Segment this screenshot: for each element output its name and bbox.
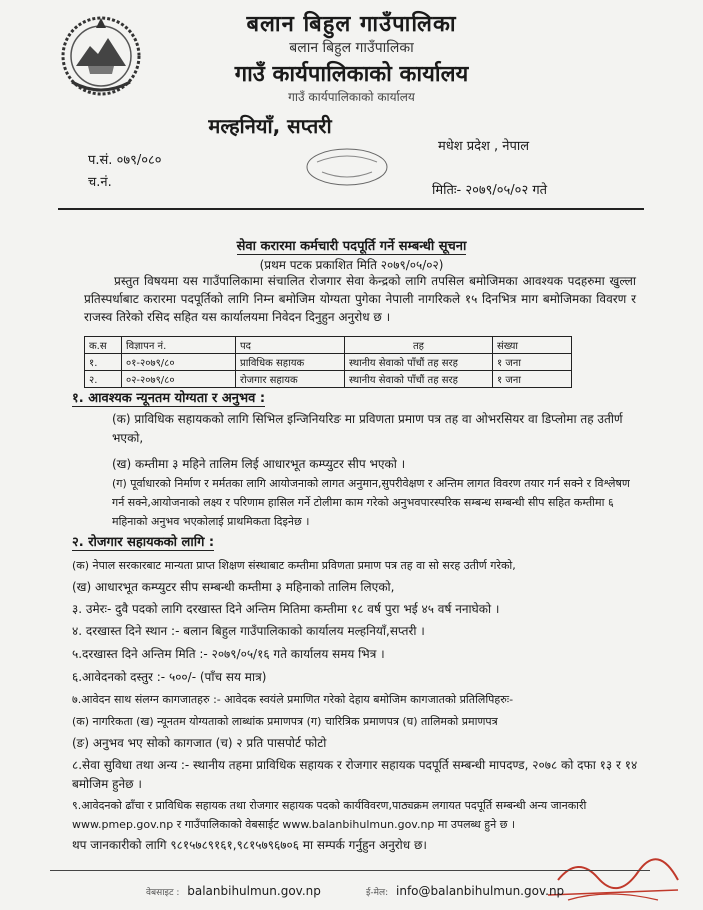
table-cell: १ जना (493, 371, 572, 388)
table-header-cell: पद (236, 337, 345, 354)
notice-subtitle: (प्रथम पटक प्रकाशित मिति २०७९/०५/०२) (259, 258, 444, 272)
office-name-secondary: गाउँ कार्यपालिकाको कार्यालय (288, 90, 415, 104)
list-item: (क) प्राविधिक सहायकको लागि सिभिल इन्जिनियरिङ मा प्रविणता प्रमाण पत्र तह वा ओभरसियर वा डिप्लोमा तह उतीर्ण भएको, (112, 412, 623, 445)
list-item: (क) नागरिकता (ख) न्यूनतम योग्यताको लाब्धांक प्रमाणपत्र (ग) चारित्रिक प्रमाणपत्र (घ) तालिमको प्रमाणपत्र (72, 715, 498, 728)
table-cell: रोजगार सहायक (236, 371, 345, 388)
list-item: ८.सेवा सुविधा तथा अन्य :- स्थानीय तहमा प्राविधिक सहायक र रोजगार सहायक पदपूर्ति सम्बन्धी मापदण्ड, २०७८ को दफा १३ र १४ बमोजिम हुनेछ । (72, 758, 638, 791)
table-header-cell: क.स (85, 337, 122, 354)
table-cell: २. (85, 371, 122, 388)
email-label: ई-मेल: (366, 888, 389, 898)
table-cell: ०२-२०७९/८० (122, 371, 236, 388)
list-item: थप जानकारीको लागि ९८१५७८९१६१,९८१५७९६७०६ मा सम्पर्क गर्नुहुन अनुरोध छ। (72, 838, 427, 852)
list-item: ४. दरखास्त दिने स्थान :- बलान बिहुल गाउँपालिकाको कार्यालय मल्हनियाँ,सप्तरी । (72, 624, 425, 638)
list-item: ३. उमेरः- दुवै पदको लागि दरखास्त दिने अन्तिम मितिमा कम्तीमा १८ वर्ष पुरा भई ४५ वर्ष ननाघेको । (72, 602, 500, 616)
list-item: ७.आवेदन साथ संलग्न कागजातहरु :- आवेदक स्वयंले प्रमाणित गरेको देहाय बमोजिम कागजातको प्रतिलिपिहरुः- (72, 693, 514, 706)
table-row (85, 354, 572, 371)
website-link[interactable]: balanbihulmun.gov.np (187, 884, 321, 898)
section-heading-employment-assistant: २. रोजगार सहायकको लागि : (72, 535, 215, 550)
table-cell: प्राविधिक सहायक (236, 354, 345, 371)
table-cell: ०१-२०७९/८० (122, 354, 236, 371)
website-label: वेबसाइट : (146, 888, 180, 898)
municipality-name-secondary: बलान बिहुल गाउँपालिका (289, 40, 414, 56)
table-header-row (85, 337, 572, 354)
table-cell: स्थानीय सेवाको पाँचौं तह सरह (345, 371, 493, 388)
email-link[interactable]: info@balanbihulmun.gov.np (396, 884, 565, 898)
municipality-name: बलान बिहुल गाउँपालिका (246, 12, 457, 37)
footer-website (146, 884, 321, 898)
province-label: मधेश प्रदेश , नेपाल (438, 139, 530, 154)
footer-divider (50, 870, 650, 871)
list-item: (ग) पूर्वाधारको निर्माण र मर्मतका लागि आयोजनाको लागत अनुमान,सुपरीवेक्षण र अन्तिम लागत विवरण तयार गर्न सक्ने र विश्लेषण गर्न सक्ने,आयोजनाको लक्ष्य र परिणाम हासिल गर्ने टोलीमा काम गरेको अनुभवपारस्परिक सम्बन्ध सम्बन्धी सीप सहित कम्तीमा ६ महिनाको अनुभव भएकोलाई प्राथमिकता दिइनेछ । (112, 477, 630, 528)
header-divider (58, 208, 644, 210)
office-name: गाउँ कार्यपालिकाको कार्यालय (234, 62, 469, 87)
list-item: ६.आवेदनको दस्तुर :- ५००/- (पाँच सय मात्र) (72, 670, 267, 684)
footer-email (366, 884, 564, 898)
list-item: (ख) कम्तीमा ३ महिने तालिम लिई आधारभूत कम्प्युटर सीप भएको । (112, 457, 406, 471)
table-cell: १. (85, 354, 122, 371)
office-location: मल्हनियाँ, सप्तरी (208, 114, 332, 138)
notice-date: मितिः- २०७९/०५/०२ गते (432, 183, 548, 198)
table-header-cell: संख्या (493, 337, 572, 354)
list-item: (ङ) अनुभव भए सोको कागजात (च) २ प्रति पासपोर्ट फोटो (72, 736, 327, 750)
office-stamp-icon (292, 142, 402, 192)
list-item: ५.दरखास्त दिने अन्तिम मिति :- २०७९/०५/१६ गते कार्यालय समय भित्र । (72, 647, 385, 661)
notice-title: सेवा करारमा कर्मचारी पदपूर्ति गर्ने सम्बन्धी सूचना (236, 239, 467, 254)
list-item: (क) नेपाल सरकारबाट मान्यता प्राप्त शिक्षण संस्थाबाट कम्तीमा प्रविणता प्रमाण पत्र तह वा सो सरह उतीर्ण गरेको, (72, 559, 516, 572)
table-header-cell: विज्ञापन नं. (122, 337, 236, 354)
section-heading-qualifications: १. आवश्यक न्यूनतम योग्यता र अनुभव : (72, 391, 266, 406)
notice-intro: प्रस्तुत विषयमा यस गाउँपालिकामा संचालित रोजगार सेवा केन्द्रको लागि तपसिल बमोजिमका आवश्यक पदहरुमा खुल्ला प्रतिस्पर्धाबाट करारमा पदपूर्तिको लागि निम्न बमोजिम योग्यता पुगेका नेपाली नागरिकले १५ दिनभित्र माग बमोजिमका विवरण र राजस्व तिरेको रसिद सहित यस कार्यालयमा निवेदन दिनुहुन अनुरोध छ । (84, 274, 636, 324)
table-cell: स्थानीय सेवाको पाँचौं तह सरह (345, 354, 493, 371)
dispatch-number: च.नं. (88, 175, 112, 190)
table-row (85, 371, 572, 388)
table-cell: १ जना (493, 354, 572, 371)
table-header-cell: तह (345, 337, 493, 354)
signature-stamp-icon (538, 850, 688, 908)
reference-number: प.सं. ०७९/०८० (88, 153, 162, 168)
list-item: (ख) आधारभूत कम्प्युटर सीप सम्बन्धी कम्तीमा ३ महिनाको तालिम लिएको, (72, 580, 395, 594)
vacancy-table (84, 336, 572, 388)
list-item: ९.आवेदनको ढाँचा र प्राविधिक सहायक तथा रोजगार सहायक पदको कार्यविवरण,पाठ्यक्रम लगायत पदपूर्ति सम्बन्धी अन्य जानकारी www.pmep.gov.np र गाउँपालिकाको वेबसाईट www.balanbihulmun.gov.np मा उपलब्ध हुने छ । (72, 799, 587, 831)
